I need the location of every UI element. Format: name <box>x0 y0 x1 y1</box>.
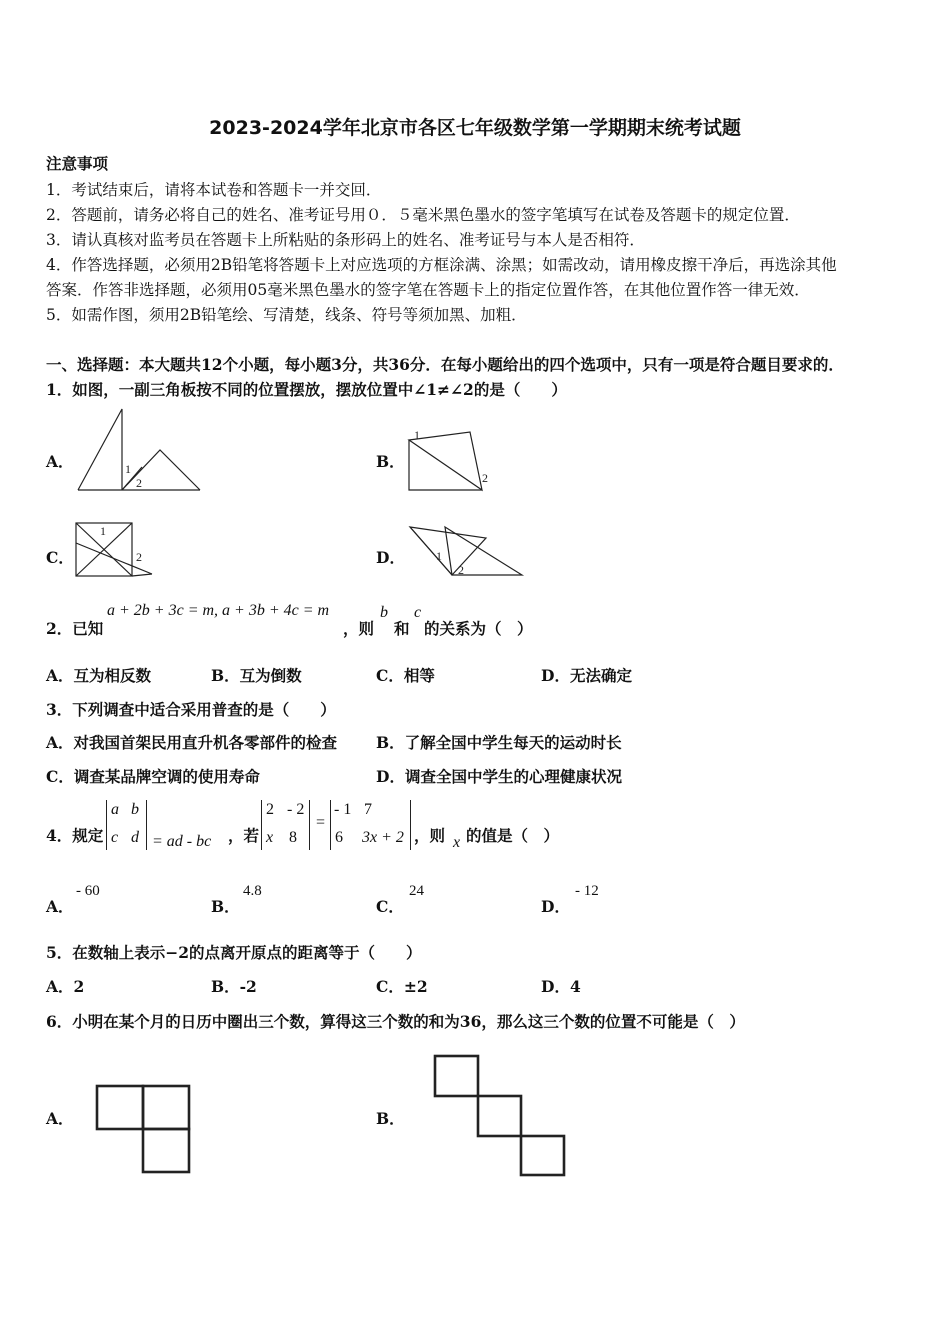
calendar-cell <box>478 1096 521 1136</box>
q4-var-x: x <box>453 834 461 851</box>
q1-stem: 1．如图，一副三角板按不同的位置摆放，摆放位置中∠1≠∠2的是（ ） <box>46 380 567 399</box>
q6-option-b-label: B． <box>376 1109 405 1128</box>
m1-r2c2: 8 <box>289 829 297 846</box>
det-a: a <box>111 801 119 818</box>
q1-option-c-label: C． <box>46 548 74 567</box>
q4-then: ，则 <box>414 826 446 845</box>
det-c: c <box>111 829 119 846</box>
det-bar <box>410 800 411 850</box>
q4-option-b-value: 4.8 <box>243 883 262 899</box>
q1-c-extension <box>132 574 152 576</box>
q1-option-d-label: D． <box>376 548 405 567</box>
q6-figure-a <box>95 1084 195 1176</box>
q1-a-tall-triangle <box>78 409 122 490</box>
notice-item: 答案．作答非选择题，必须用05毫米黑色墨水的签字笔在答题卡上的指定位置作答，在其他位置作答一律无效． <box>46 281 810 299</box>
det-d: d <box>131 829 139 846</box>
q2-suffix: 的关系为（ ） <box>424 619 533 638</box>
calendar-cell <box>435 1056 478 1096</box>
det-bar <box>106 800 107 850</box>
calendar-cell <box>143 1086 189 1129</box>
calendar-cell <box>521 1136 564 1175</box>
q2-prefix: 2．已知 <box>46 619 104 638</box>
q2-option-a: A．互为相反数 <box>46 666 152 685</box>
m2-r2c2: 3x + 2 <box>362 829 404 846</box>
det-b: b <box>131 801 139 818</box>
angle-1-label: 1 <box>414 428 420 442</box>
notice-item: 2．答题前，请务必将自己的姓名、准考证号用０．５毫米黑色墨水的签字笔填写在试卷及答题卡的规定位置． <box>46 206 800 224</box>
angle-1-label: 1 <box>436 549 442 563</box>
q1-figure-b <box>402 422 502 497</box>
q1-figure-c <box>70 518 170 583</box>
q2-mid: ，则 <box>343 619 375 638</box>
angle-1-label: 1 <box>125 462 131 476</box>
page-title: 2023-2024学年北京市各区七年级数学第一学期期末统考试题 <box>209 117 741 139</box>
q2-var-c: c <box>414 604 422 621</box>
det-rule: = ad - bc <box>152 833 212 850</box>
det-bar <box>309 800 310 850</box>
q1-figure-a <box>70 405 210 500</box>
angle-1-label: 1 <box>100 524 106 538</box>
notice-item: 5．如需作图，须用2B铅笔绘、写清楚，线条、符号等须加黑、加粗． <box>46 306 527 324</box>
q5-option-d: D．4 <box>541 977 581 996</box>
q4-suffix: 的值是（ ） <box>466 826 560 845</box>
q4-option-c-value: 24 <box>409 883 424 899</box>
angle-2-label: 2 <box>136 550 142 564</box>
q4-option-d-value: - 12 <box>575 883 599 899</box>
q4-option-a-label: A． <box>46 897 74 916</box>
q2-and: 和 <box>394 619 410 638</box>
m2-r1c2: 7 <box>364 801 372 818</box>
q6-stem: 6．小明在某个月的日历中圈出三个数，算得这三个数的和为36，那么这三个数的位置不可能是（ ） <box>46 1012 745 1031</box>
m2-r2c1: 6 <box>335 829 343 846</box>
m1-r2c1: x <box>266 829 274 846</box>
q3-option-d: D．调查全国中学生的心理健康状况 <box>376 767 622 786</box>
q2-option-d: D．无法确定 <box>541 666 632 685</box>
q5-stem: 5．在数轴上表示−2的点离开原点的距离等于（ ） <box>46 943 422 962</box>
q4-option-d-label: D． <box>541 897 570 916</box>
angle-2-label: 2 <box>458 563 464 577</box>
q5-option-c: C．±2 <box>376 977 428 996</box>
det-bar <box>146 800 147 850</box>
q3-stem: 3．下列调查中适合采用普查的是（ ） <box>46 700 336 719</box>
q4-option-b-label: B． <box>211 897 240 916</box>
q1-option-b-label: B． <box>376 452 405 471</box>
q3-option-c: C．调查某品牌空调的使用寿命 <box>46 767 260 786</box>
q1-figure-d <box>400 522 530 580</box>
q4-ruo: ，若 <box>228 826 260 845</box>
q1-a-isosceles-triangle <box>122 450 200 490</box>
q2-option-c: C．相等 <box>376 666 435 685</box>
q4-equals: = <box>316 814 326 831</box>
section-heading: 一、选择题：本大题共12个小题，每小题3分，共36分．在每小题给出的四个选项中，只有一项是符合题目要求的． <box>46 355 844 374</box>
angle-2-label: 2 <box>482 471 488 485</box>
q1-d-triangle-2 <box>445 527 522 575</box>
q6-option-a-label: A． <box>46 1109 74 1128</box>
m2-r1c1: - 1 <box>334 801 352 818</box>
q5-option-b: B．-2 <box>211 977 257 996</box>
q2-var-b: b <box>380 604 388 621</box>
q3-option-a: A．对我国首架民用直升机各零部件的检查 <box>46 733 338 752</box>
q6-figure-b <box>433 1054 568 1178</box>
notice-heading: 注意事项 <box>46 154 109 173</box>
q4-prefix: 4．规定 <box>46 826 104 845</box>
m1-r1c1: 2 <box>266 801 274 818</box>
calendar-cell <box>97 1086 143 1129</box>
q1-option-a-label: A． <box>46 452 74 471</box>
q4-option-c-label: C． <box>376 897 404 916</box>
det-bar <box>330 800 331 850</box>
q5-option-a: A．2 <box>46 977 85 996</box>
notice-item: 4．作答选择题，必须用2B铅笔将答题卡上对应选项的方框涂满、涂黑；如需改动，请用橡皮擦干净后，再选涂其他 <box>46 256 837 274</box>
q4-option-a-value: - 60 <box>76 883 100 899</box>
det-bar <box>261 800 262 850</box>
q2-equation: a + 2b + 3c = m, a + 3b + 4c = m <box>107 602 330 619</box>
q3-option-b: B．了解全国中学生每天的运动时长 <box>376 733 622 752</box>
angle-2-label: 2 <box>136 476 142 490</box>
notice-item: 1．考试结束后，请将本试卷和答题卡一并交回． <box>46 181 382 199</box>
notice-item: 3．请认真核对监考员在答题卡上所粘贴的条形码上的姓名、准考证号与本人是否相符． <box>46 231 645 249</box>
calendar-cell <box>143 1129 189 1172</box>
q2-option-b: B．互为倒数 <box>211 666 302 685</box>
m1-r1c2: - 2 <box>287 801 305 818</box>
